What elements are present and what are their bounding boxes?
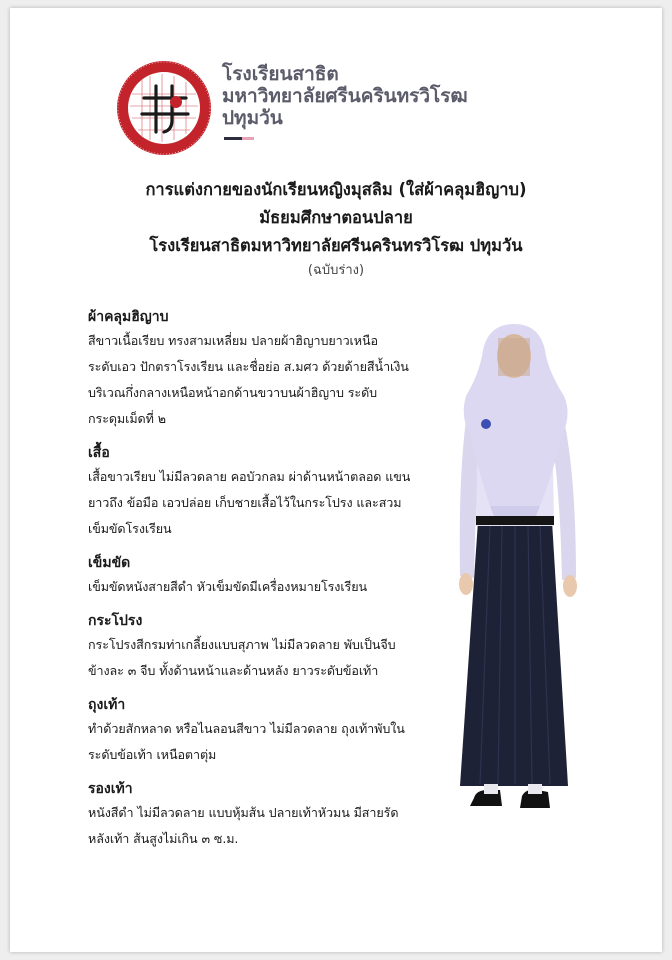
section-socks <box>88 694 448 768</box>
school-name <box>222 63 468 129</box>
school-name-line3: ปทุมวัน <box>222 107 283 129</box>
section-line: ยาวถึง ข้อมือ เอวปล่อย เก็บชายเสื้อไว้ในกระโปรง และสวม <box>88 495 402 510</box>
section-heading: ผ้าคลุมฮิญาบ <box>88 309 169 325</box>
section-heading: กระโปรง <box>88 613 143 629</box>
brand-bar <box>224 137 254 140</box>
school-logo <box>114 58 214 158</box>
title-line2: มัธยมศึกษาตอนปลาย <box>259 208 413 227</box>
section-shirt <box>88 442 448 542</box>
section-line: เข็มขัดหนังสายสีดำ หัวเข็มขัดมีเครื่องหมายโรงเรียน <box>88 579 368 594</box>
title-line3: โรงเรียนสาธิตมหาวิทยาลัยศรีนครินทรวิโรฒ ปทุมวัน <box>149 236 523 255</box>
section-line: ระดับข้อเท้า เหนือตาตุ่ม <box>88 747 217 762</box>
section-line: หนังสีดำ ไม่มีลวดลาย แบบหุ้มส้น ปลายเท้าหัวมน มีสายรัด <box>88 805 399 820</box>
section-heading: เข็มขัด <box>88 555 131 571</box>
draft-note: (ฉบับร่าง) <box>307 263 365 278</box>
title-line1: การแต่งกายของนักเรียนหญิงมุสลิม (ใส่ผ้าคลุมฮิญาบ) <box>145 180 527 199</box>
section-hijab <box>88 306 448 432</box>
section-line: เข็มขัดโรงเรียน <box>88 521 172 536</box>
section-line: เสื้อขาวเรียบ ไม่มีลวดลาย คอบัวกลม ผ่าด้านหน้าตลอด แขน <box>88 469 411 484</box>
student-uniform-photo <box>440 316 600 836</box>
section-belt <box>88 552 448 600</box>
section-shoes <box>88 778 448 852</box>
document-title <box>0 176 672 282</box>
section-skirt <box>88 610 448 684</box>
school-name-line1: โรงเรียนสาธิต <box>222 63 339 85</box>
section-line: หลังเท้า ส้นสูงไม่เกิน ๓ ซ.ม. <box>88 831 239 846</box>
school-name-line2: มหาวิทยาลัยศรีนครินทรวิโรฒ <box>222 85 468 107</box>
section-line: กระโปรงสีกรมท่าเกลี้ยงแบบสุภาพ ไม่มีลวดลาย พับเป็นจีบ <box>88 637 396 652</box>
section-line: ระดับเอว ปักตราโรงเรียน และชื่อย่อ ส.มศว ด้วยด้ายสีน้ำเงิน <box>88 359 409 374</box>
section-line: บริเวณกึ่งกลางเหนือหน้าอกด้านขวาบนผ้าฮิญาบ ระดับ <box>88 385 378 400</box>
section-heading: รองเท้า <box>88 781 133 797</box>
uniform-description <box>88 306 448 862</box>
section-line: กระดุมเม็ดที่ ๒ <box>88 411 166 426</box>
section-heading: ถุงเท้า <box>88 697 126 713</box>
section-line: ข้างละ ๓ จีบ ทั้งด้านหน้าและด้านหลัง ยาวระดับข้อเท้า <box>88 663 379 678</box>
section-heading: เสื้อ <box>88 445 110 461</box>
section-line: ทำด้วยสักหลาด หรือไนลอนสีขาว ไม่มีลวดลาย ถุงเท้าพับใน <box>88 721 405 736</box>
section-line: สีขาวเนื้อเรียบ ทรงสามเหลี่ยม ปลายผ้าฮิญาบยาวเหนือ <box>88 333 378 348</box>
